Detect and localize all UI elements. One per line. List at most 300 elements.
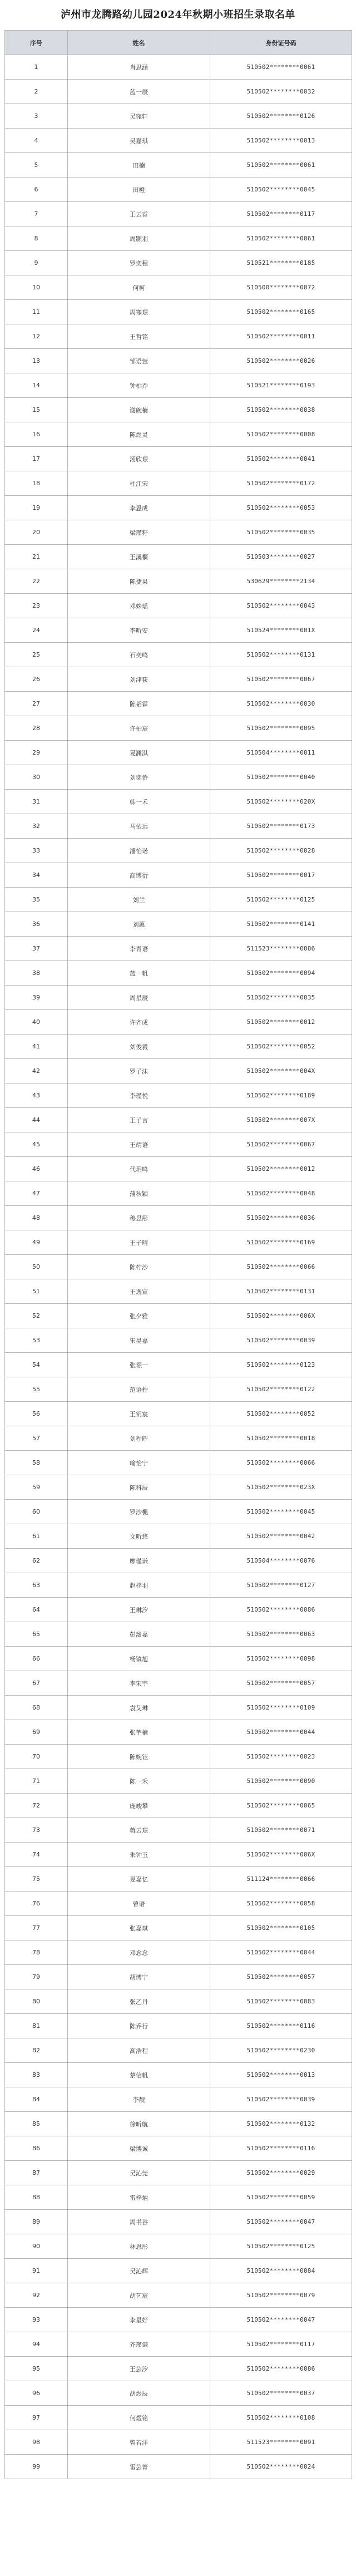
id-number: 510502********0086 [210, 1598, 352, 1622]
id-number: 510502********0035 [210, 520, 352, 545]
id-number: 510502********0012 [210, 1010, 352, 1035]
table-row [5, 1916, 352, 1940]
student-name: 陈一禾 [68, 1769, 210, 1794]
id-number: 510502********0105 [210, 1916, 352, 1940]
id-number: 510503********0027 [210, 545, 352, 569]
table-row [5, 1573, 352, 1598]
id-number: 511124********0066 [210, 1867, 352, 1892]
page-title: 泸州市龙腾路幼儿园2024年秋期小班招生录取名单 [60, 9, 296, 21]
table-row [5, 618, 352, 643]
id-number: 510502********0012 [210, 1157, 352, 1181]
student-name: 石奕鸣 [68, 643, 210, 667]
row-index: 17 [5, 447, 68, 471]
student-name: 王子言 [68, 1108, 210, 1132]
row-index: 76 [5, 1892, 68, 1916]
table-row [5, 202, 352, 226]
row-index: 87 [5, 2161, 68, 2185]
table-row [5, 251, 352, 275]
id-number: 510502********0024 [210, 2455, 352, 2479]
row-index: 88 [5, 2185, 68, 2210]
row-index: 46 [5, 1157, 68, 1181]
id-number: 510502********006X [210, 1304, 352, 1328]
id-number: 510502********0047 [210, 2210, 352, 2234]
row-index: 44 [5, 1108, 68, 1132]
id-number: 510502********0030 [210, 692, 352, 716]
row-index: 40 [5, 1010, 68, 1035]
row-index: 24 [5, 618, 68, 643]
row-index: 98 [5, 2430, 68, 2455]
table-row [5, 1671, 352, 1696]
row-index: 86 [5, 2136, 68, 2161]
student-name: 蒋云璟 [68, 1818, 210, 1843]
table-row [5, 741, 352, 765]
table-row [5, 2185, 352, 2210]
table-row [5, 2161, 352, 2185]
student-name: 田橙 [68, 178, 210, 202]
student-name: 马依远 [68, 814, 210, 839]
table-row [5, 153, 352, 178]
student-name: 王逸宣 [68, 1279, 210, 1304]
table-row [5, 471, 352, 496]
id-number: 510502********0042 [210, 1524, 352, 1549]
row-index: 41 [5, 1035, 68, 1059]
table-row [5, 80, 352, 104]
table-row [5, 447, 352, 471]
student-name: 陈韬霖 [68, 692, 210, 716]
row-index: 19 [5, 496, 68, 520]
id-number: 510502********0044 [210, 1940, 352, 1965]
student-name: 周书谷 [68, 2210, 210, 2234]
id-number: 510502********0230 [210, 2038, 352, 2063]
table-row [5, 1132, 352, 1157]
table-row [5, 324, 352, 349]
id-number: 510502********0109 [210, 1696, 352, 1720]
id-number: 510502********0028 [210, 839, 352, 863]
table-row [5, 373, 352, 398]
student-name: 汤欣璟 [68, 447, 210, 471]
table-row [5, 1010, 352, 1035]
student-name: 王哲铭 [68, 324, 210, 349]
row-index: 81 [5, 2014, 68, 2038]
row-index: 7 [5, 202, 68, 226]
table-row [5, 1549, 352, 1573]
student-name: 梁瑾籽 [68, 520, 210, 545]
student-name: 夏嘉忆 [68, 1867, 210, 1892]
id-number: 510502********0017 [210, 863, 352, 888]
header-index: 序号 [5, 31, 68, 55]
row-index: 32 [5, 814, 68, 839]
id-number: 510502********0058 [210, 1892, 352, 1916]
id-number: 510502********0057 [210, 1671, 352, 1696]
table-row [5, 888, 352, 912]
row-index: 53 [5, 1328, 68, 1353]
row-index: 95 [5, 2357, 68, 2381]
row-index: 92 [5, 2283, 68, 2308]
table-row [5, 1157, 352, 1181]
table-row [5, 178, 352, 202]
table-row [5, 2430, 352, 2455]
row-index: 62 [5, 1549, 68, 1573]
table-row [5, 2210, 352, 2234]
id-number: 510502********0038 [210, 398, 352, 422]
id-number: 510502********0045 [210, 1500, 352, 1524]
row-index: 43 [5, 1083, 68, 1108]
student-name: 蔡信帆 [68, 2063, 210, 2087]
row-index: 77 [5, 1916, 68, 1940]
student-name: 王琳汐 [68, 1598, 210, 1622]
student-name: 许柏宸 [68, 716, 210, 741]
row-index: 26 [5, 667, 68, 692]
row-index: 56 [5, 1402, 68, 1426]
row-index: 55 [5, 1377, 68, 1402]
row-index: 52 [5, 1304, 68, 1328]
student-name: 刘蕙 [68, 912, 210, 937]
row-index: 68 [5, 1696, 68, 1720]
id-number: 510502********0008 [210, 422, 352, 447]
student-name: 陈婉钰 [68, 1745, 210, 1769]
row-index: 5 [5, 153, 68, 178]
id-number: 510502********0061 [210, 55, 352, 80]
row-index: 73 [5, 1818, 68, 1843]
id-number: 510502********0086 [210, 2357, 352, 2381]
row-index: 69 [5, 1720, 68, 1745]
id-number: 510502********0165 [210, 300, 352, 324]
row-index: 34 [5, 863, 68, 888]
row-index: 31 [5, 790, 68, 814]
id-number: 510502********0044 [210, 1720, 352, 1745]
table-row [5, 1622, 352, 1647]
row-index: 2 [5, 80, 68, 104]
student-name: 穆昱彤 [68, 1206, 210, 1230]
header-id-number: 身份证号码 [210, 31, 352, 55]
student-name: 蒲秋颖 [68, 1181, 210, 1206]
id-number: 510502********0052 [210, 1402, 352, 1426]
student-name: 李宋宇 [68, 1671, 210, 1696]
id-number: 510502********0125 [210, 2234, 352, 2259]
row-index: 12 [5, 324, 68, 349]
student-name: 吴嘉琪 [68, 129, 210, 153]
table-row [5, 1206, 352, 1230]
table-row [5, 1035, 352, 1059]
id-number: 530629********2134 [210, 569, 352, 594]
student-name: 代玥鸣 [68, 1157, 210, 1181]
table-row [5, 2087, 352, 2112]
student-name: 何煜铭 [68, 2406, 210, 2430]
row-index: 85 [5, 2112, 68, 2136]
row-index: 93 [5, 2308, 68, 2332]
row-index: 80 [5, 1989, 68, 2014]
table-header [5, 31, 352, 55]
row-index: 38 [5, 961, 68, 986]
student-name: 邓姝瑶 [68, 594, 210, 618]
table-row [5, 1353, 352, 1377]
table-row [5, 716, 352, 741]
student-name: 罗沙楓 [68, 1500, 210, 1524]
row-index: 42 [5, 1059, 68, 1083]
student-name: 周星辰 [68, 986, 210, 1010]
table-row [5, 2332, 352, 2357]
student-name: 王芸汐 [68, 2357, 210, 2381]
id-number: 510502********0084 [210, 2259, 352, 2283]
table-row [5, 1402, 352, 1426]
table-row [5, 1598, 352, 1622]
id-number: 511523********0086 [210, 937, 352, 961]
student-name: 刘俊毅 [68, 1035, 210, 1059]
table-row [5, 1426, 352, 1451]
row-index: 28 [5, 716, 68, 741]
student-name: 罗奕程 [68, 251, 210, 275]
row-index: 47 [5, 1181, 68, 1206]
table-row [5, 349, 352, 373]
row-index: 48 [5, 1206, 68, 1230]
id-number: 510502********0066 [210, 1451, 352, 1475]
row-index: 50 [5, 1255, 68, 1279]
id-number: 511523********0091 [210, 2430, 352, 2455]
row-index: 23 [5, 594, 68, 618]
student-name: 刘兰 [68, 888, 210, 912]
table-row [5, 2455, 352, 2479]
row-index: 65 [5, 1622, 68, 1647]
table-row [5, 2308, 352, 2332]
student-name: 吴沁莞 [68, 2161, 210, 2185]
student-name: 王钥宸 [68, 1402, 210, 1426]
student-name: 陈乔行 [68, 2014, 210, 2038]
id-number: 510502********0067 [210, 1132, 352, 1157]
table-row [5, 790, 352, 814]
row-index: 13 [5, 349, 68, 373]
id-number: 510502********0040 [210, 765, 352, 790]
table-row [5, 1181, 352, 1206]
table-row [5, 1230, 352, 1255]
table-row [5, 1720, 352, 1745]
id-number: 510502********0063 [210, 1622, 352, 1647]
header-name: 姓名 [68, 31, 210, 55]
id-number: 510502********0123 [210, 1353, 352, 1377]
id-number: 510502********020X [210, 790, 352, 814]
table-row [5, 1769, 352, 1794]
id-number: 510502********0045 [210, 178, 352, 202]
student-name: 王子晴 [68, 1230, 210, 1255]
student-name: 陈煜灵 [68, 422, 210, 447]
id-number: 510502********004X [210, 1059, 352, 1083]
id-number: 510502********007X [210, 1108, 352, 1132]
id-number: 510502********0036 [210, 1206, 352, 1230]
id-number: 510502********0126 [210, 104, 352, 129]
id-number: 510502********0117 [210, 202, 352, 226]
row-index: 39 [5, 986, 68, 1010]
header-row [5, 31, 352, 55]
student-name: 齐瑾谦 [68, 2332, 210, 2357]
row-index: 51 [5, 1279, 68, 1304]
student-name: 刘津荻 [68, 667, 210, 692]
row-index: 99 [5, 2455, 68, 2479]
row-index: 27 [5, 692, 68, 716]
id-number: 510502********0013 [210, 2063, 352, 2087]
id-number: 510502********0057 [210, 1965, 352, 1989]
id-number: 510502********0117 [210, 2332, 352, 2357]
student-name: 喻怡宁 [68, 1451, 210, 1475]
row-index: 15 [5, 398, 68, 422]
table-row [5, 1059, 352, 1083]
student-name: 罗子沫 [68, 1059, 210, 1083]
student-name: 胡煜辰 [68, 2381, 210, 2406]
student-name: 胡艺宸 [68, 2283, 210, 2308]
id-number: 510502********0035 [210, 986, 352, 1010]
student-name: 李昕安 [68, 618, 210, 643]
student-name: 朱钟玉 [68, 1843, 210, 1867]
id-number: 510502********0066 [210, 1255, 352, 1279]
student-name: 廖瑾谦 [68, 1549, 210, 1573]
student-name: 肖思涵 [68, 55, 210, 80]
table-row [5, 1328, 352, 1353]
table-row [5, 692, 352, 716]
table-row [5, 1867, 352, 1892]
id-number: 510502********0039 [210, 1328, 352, 1353]
student-name: 周寒璟 [68, 300, 210, 324]
student-name: 袁艾琳 [68, 1696, 210, 1720]
student-name: 张夕雅 [68, 1304, 210, 1328]
row-index: 20 [5, 520, 68, 545]
table-row [5, 1304, 352, 1328]
id-number: 510502********0037 [210, 2381, 352, 2406]
table-row [5, 2136, 352, 2161]
table-row [5, 643, 352, 667]
student-name: 何柯 [68, 275, 210, 300]
row-index: 21 [5, 545, 68, 569]
row-index: 78 [5, 1940, 68, 1965]
row-index: 54 [5, 1353, 68, 1377]
row-index: 30 [5, 765, 68, 790]
student-name: 蓝一帆 [68, 961, 210, 986]
id-number: 510521********0185 [210, 251, 352, 275]
row-index: 33 [5, 839, 68, 863]
table-row [5, 1108, 352, 1132]
id-number: 510502********0043 [210, 594, 352, 618]
id-number: 510502********023X [210, 1475, 352, 1500]
row-index: 18 [5, 471, 68, 496]
row-index: 29 [5, 741, 68, 765]
table-row [5, 1892, 352, 1916]
row-index: 83 [5, 2063, 68, 2087]
table-row [5, 1965, 352, 1989]
table-row [5, 1745, 352, 1769]
table-row [5, 1794, 352, 1818]
row-index: 10 [5, 275, 68, 300]
table-row [5, 1843, 352, 1867]
id-number: 510502********0071 [210, 1818, 352, 1843]
table-row [5, 2381, 352, 2406]
table-row [5, 1524, 352, 1549]
id-number: 510502********0132 [210, 2112, 352, 2136]
row-index: 91 [5, 2259, 68, 2283]
student-name: 宋昊嘉 [68, 1328, 210, 1353]
id-number: 510502********0141 [210, 912, 352, 937]
student-name: 雷梓炳 [68, 2185, 210, 2210]
row-index: 70 [5, 1745, 68, 1769]
student-name: 夏澜淇 [68, 741, 210, 765]
row-index: 71 [5, 1769, 68, 1794]
student-name: 梁博诚 [68, 2136, 210, 2161]
student-name: 张芊楠 [68, 1720, 210, 1745]
table-row [5, 545, 352, 569]
student-name: 曾语 [68, 1892, 210, 1916]
id-number: 510502********0018 [210, 1426, 352, 1451]
table-row [5, 1647, 352, 1671]
table-row [5, 300, 352, 324]
student-name: 彭甜嘉 [68, 1622, 210, 1647]
student-name: 张乙丹 [68, 1989, 210, 2014]
student-name: 韩一禾 [68, 790, 210, 814]
table-row [5, 1279, 352, 1304]
id-number: 510500********0072 [210, 275, 352, 300]
row-index: 94 [5, 2332, 68, 2357]
student-name: 高博衍 [68, 863, 210, 888]
student-name: 潘怡诺 [68, 839, 210, 863]
table-row [5, 2283, 352, 2308]
id-number: 510502********0041 [210, 447, 352, 471]
id-number: 510502********0029 [210, 2161, 352, 2185]
table-row [5, 226, 352, 251]
id-number: 510502********0053 [210, 496, 352, 520]
row-index: 25 [5, 643, 68, 667]
student-name: 周颢羽 [68, 226, 210, 251]
row-index: 89 [5, 2210, 68, 2234]
table-row [5, 1083, 352, 1108]
student-name: 庞峻攀 [68, 1794, 210, 1818]
student-name: 陈捷果 [68, 569, 210, 594]
student-name: 王溪桐 [68, 545, 210, 569]
id-number: 510502********0131 [210, 643, 352, 667]
student-name: 雷芸菁 [68, 2455, 210, 2479]
row-index: 82 [5, 2038, 68, 2063]
row-index: 3 [5, 104, 68, 129]
id-number: 510521********0193 [210, 373, 352, 398]
row-index: 9 [5, 251, 68, 275]
student-name: 曾若洋 [68, 2430, 210, 2455]
student-name: 刘奕侨 [68, 765, 210, 790]
table-row [5, 961, 352, 986]
student-name: 高浩程 [68, 2038, 210, 2063]
admission-roster-table [4, 30, 352, 2479]
student-name: 吴沁辉 [68, 2259, 210, 2283]
table-row [5, 814, 352, 839]
id-number: 510502********0079 [210, 2283, 352, 2308]
id-number: 510502********0127 [210, 1573, 352, 1598]
student-name: 陈科辰 [68, 1475, 210, 1500]
row-index: 14 [5, 373, 68, 398]
student-name: 李恩成 [68, 496, 210, 520]
id-number: 510502********0013 [210, 129, 352, 153]
table-row [5, 2063, 352, 2087]
table-row [5, 496, 352, 520]
row-index: 63 [5, 1573, 68, 1598]
table-row [5, 104, 352, 129]
id-number: 510504********0076 [210, 1549, 352, 1573]
table-row [5, 1989, 352, 2014]
student-name: 杨镇旭 [68, 1647, 210, 1671]
row-index: 45 [5, 1132, 68, 1157]
student-name: 李瑾悦 [68, 1083, 210, 1108]
table-row [5, 2406, 352, 2430]
student-name: 杜江宋 [68, 471, 210, 496]
id-number: 510502********0131 [210, 1279, 352, 1304]
id-number: 510502********0098 [210, 1647, 352, 1671]
student-name: 邹语萱 [68, 349, 210, 373]
id-number: 510502********0095 [210, 716, 352, 741]
id-number: 510502********0032 [210, 80, 352, 104]
id-number: 510502********0026 [210, 349, 352, 373]
row-index: 4 [5, 129, 68, 153]
